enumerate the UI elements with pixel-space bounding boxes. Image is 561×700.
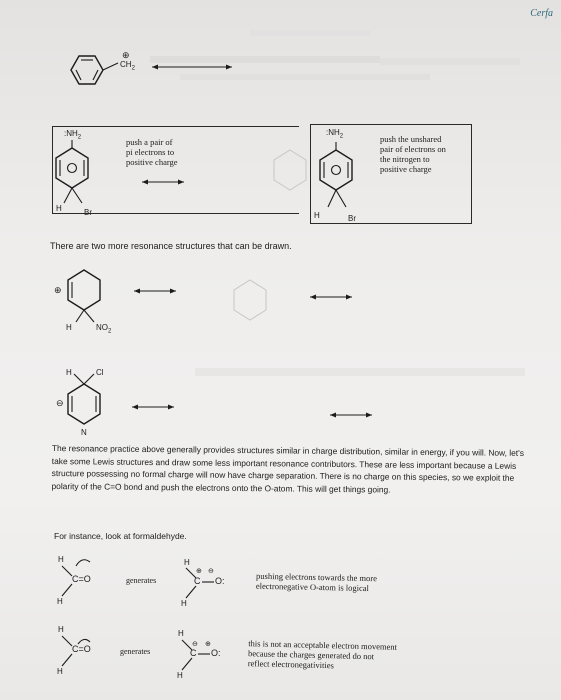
nitro-charge-label: ⊕ [54,285,62,295]
benzyl-group-label [120,60,135,72]
row1-product-oxygen: O: [215,576,225,586]
row1-product-h-top: H [184,558,190,567]
row2-product-minus: ⊖ [192,641,198,648]
right-panel-note: push the unshared pair of electrons on the nitrogen to positive charge [380,134,446,174]
faint-ring-icon [234,280,266,320]
row1-carbonyl: C=O [72,574,91,584]
row1-h-bottom: H [57,597,63,606]
left-br-label: Br [84,208,92,217]
row1-product-minus: ⊖ [208,568,214,575]
resonance-arrow-icon [152,65,232,70]
pyridine-cl-label: Cl [96,368,104,377]
formaldehyde-intro: For instance, look at formaldehyde. [54,531,187,541]
row2-note: this is not an acceptable electron movement because the charges generated do not reflect electronegativities [247,638,398,671]
left-panel-note: push a pair of pi electrons to positive charge [126,137,178,167]
row2-product-h-bottom: H [177,671,183,680]
resonance-arrow-icon [132,405,174,410]
right-h-label: H [314,211,320,220]
nitro-h-label: H [66,323,72,332]
row1-note: pushing electrons towards the more electronegative O-atom is logical [255,570,378,594]
pyridine-n-label: N [81,428,87,437]
benzyl-group-text: CH [120,60,132,69]
more-resonance-heading: There are two more resonance structures that can be drawn. [50,241,292,251]
benzyl-group-subscript: 2 [131,65,135,72]
row2-product-plus: ⊕ [205,641,211,648]
row1-product-carbon: C [194,576,201,586]
left-amine-label [64,129,81,141]
nitro-group-text: NO [96,323,108,332]
row1-generates: generates [126,576,157,585]
benzene-ring-icon [71,56,118,84]
resonance-arrow-icon [134,289,176,294]
pyridine-h-label: H [66,368,72,377]
row2-h-bottom: H [57,667,63,676]
pyridine-ring-icon [68,374,100,424]
right-amine-subscript: 2 [339,133,344,140]
right-br-label: Br [348,214,356,223]
left-h-label: H [56,204,62,213]
left-amine-text: :NH [64,129,78,138]
resonance-arrow-icon [310,295,352,300]
row1-h-top: H [58,555,64,564]
right-amine-text: :NH [326,128,340,137]
nitro-group-label [96,323,111,335]
row2-generates: generates [120,647,151,656]
row1-product-plus: ⊕ [196,568,202,575]
resonance-arrow-icon [330,413,372,418]
nitro-group-subscript: 2 [108,328,112,335]
pyridine-charge-label: ⊖ [56,398,64,408]
row1-product-h-bottom: H [181,599,187,608]
right-amine-label [326,128,343,140]
explanation-paragraph: The resonance practice above generally provides structures similar in charge distribution, similar in energy, if you will. Now, let's take some Lewis structures and draw some less important resonance contributors. These are less important because a Lewis structure possessing no formal charge will now have charge separation. There is no charge on this species, so we exploit the polarity of the C=O bond and push the electrons onto the O-atom. This will get things going. [51,442,525,495]
row2-product-carbon: C [190,648,197,658]
row2-product-oxygen: O: [211,648,221,658]
signature-mark: Cerfa [530,8,553,19]
benzyl-charge-label: ⊕ [122,50,130,60]
nitro-ring-icon [68,270,100,322]
row2-carbonyl: C=O [72,644,91,654]
left-amine-subscript: 2 [77,134,82,141]
row2-product-h-top: H [178,629,184,638]
row2-h-top: H [58,625,64,634]
